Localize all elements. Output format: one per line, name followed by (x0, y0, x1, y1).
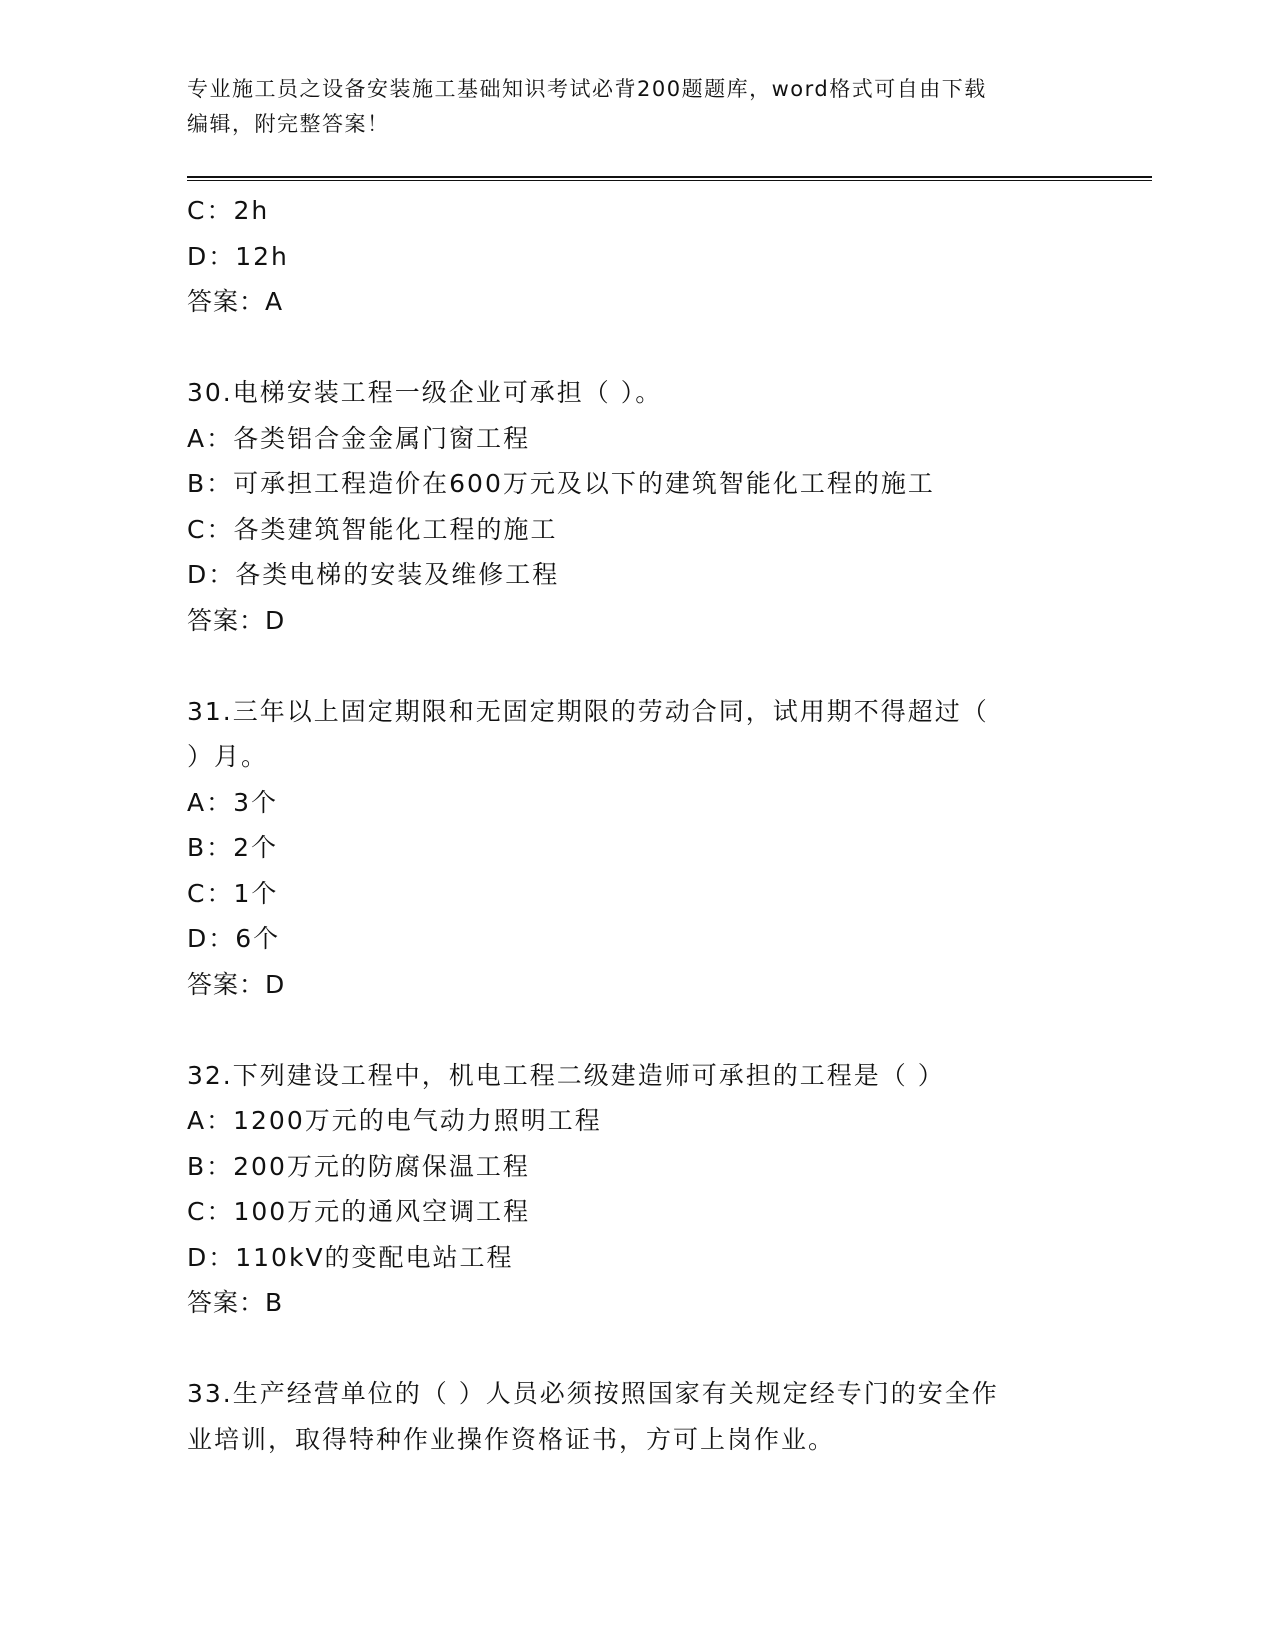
question-stem-continued: 业培训，取得特种作业操作资格证书，方可上岗作业。 (187, 1424, 836, 1454)
option-d: D：6个 (187, 924, 281, 953)
option-b: B：200万元的防腐保温工程 (187, 1151, 530, 1181)
question-stem: 30.电梯安装工程一级企业可承担（ ）。 (187, 378, 663, 407)
option-a: A：各类铝合金金属门窗工程 (187, 423, 531, 453)
header-divider (187, 176, 1152, 181)
question-31 (187, 689, 1087, 1008)
header-title-line-2: 编辑，附完整答案！ (187, 112, 390, 136)
spacer (187, 325, 1087, 371)
option-c: C：100万元的通风空调工程 (187, 1197, 531, 1226)
spacer (187, 643, 1087, 689)
previous-question-continuation (187, 188, 1087, 325)
answer-line: 答案：A (187, 287, 284, 316)
page-header (187, 72, 1067, 142)
question-content (187, 188, 1087, 1462)
question-32 (187, 1053, 1087, 1326)
option-b: B：可承担工程造价在600万元及以下的建筑智能化工程的施工 (187, 469, 935, 498)
option-c: C：1个 (187, 878, 279, 908)
spacer (187, 1007, 1087, 1053)
option-d: D：110kV的变配电站工程 (187, 1242, 514, 1272)
header-title-line-1: 专业施工员之设备安装施工基础知识考试必背200题题库，word格式可自由下载 (187, 77, 987, 101)
option-a: A：3个 (187, 787, 279, 817)
answer-line: 答案：D (187, 969, 286, 999)
question-stem: 33.生产经营单位的（ ）人员必须按照国家有关规定经专门的安全作 (187, 1379, 999, 1408)
answer-line: 答案：D (187, 605, 286, 635)
question-stem: 31.三年以上固定期限和无固定期限的劳动合同，试用期不得超过（ (187, 696, 989, 726)
option-c: C：各类建筑智能化工程的施工 (187, 514, 558, 544)
question-33 (187, 1371, 1087, 1462)
option-b: B：2个 (187, 833, 279, 862)
spacer (187, 1326, 1087, 1372)
answer-line: 答案：B (187, 1288, 284, 1317)
option-d: D：各类电梯的安装及维修工程 (187, 560, 560, 589)
question-stem: 32.下列建设工程中，机电工程二级建造师可承担的工程是（ ） (187, 1060, 945, 1090)
option-d: D：12h (187, 241, 289, 271)
question-stem-continued: ）月。 (187, 742, 269, 771)
question-30 (187, 370, 1087, 643)
option-a: A：1200万元的电气动力照明工程 (187, 1106, 602, 1135)
option-c: C：2h (187, 196, 270, 225)
